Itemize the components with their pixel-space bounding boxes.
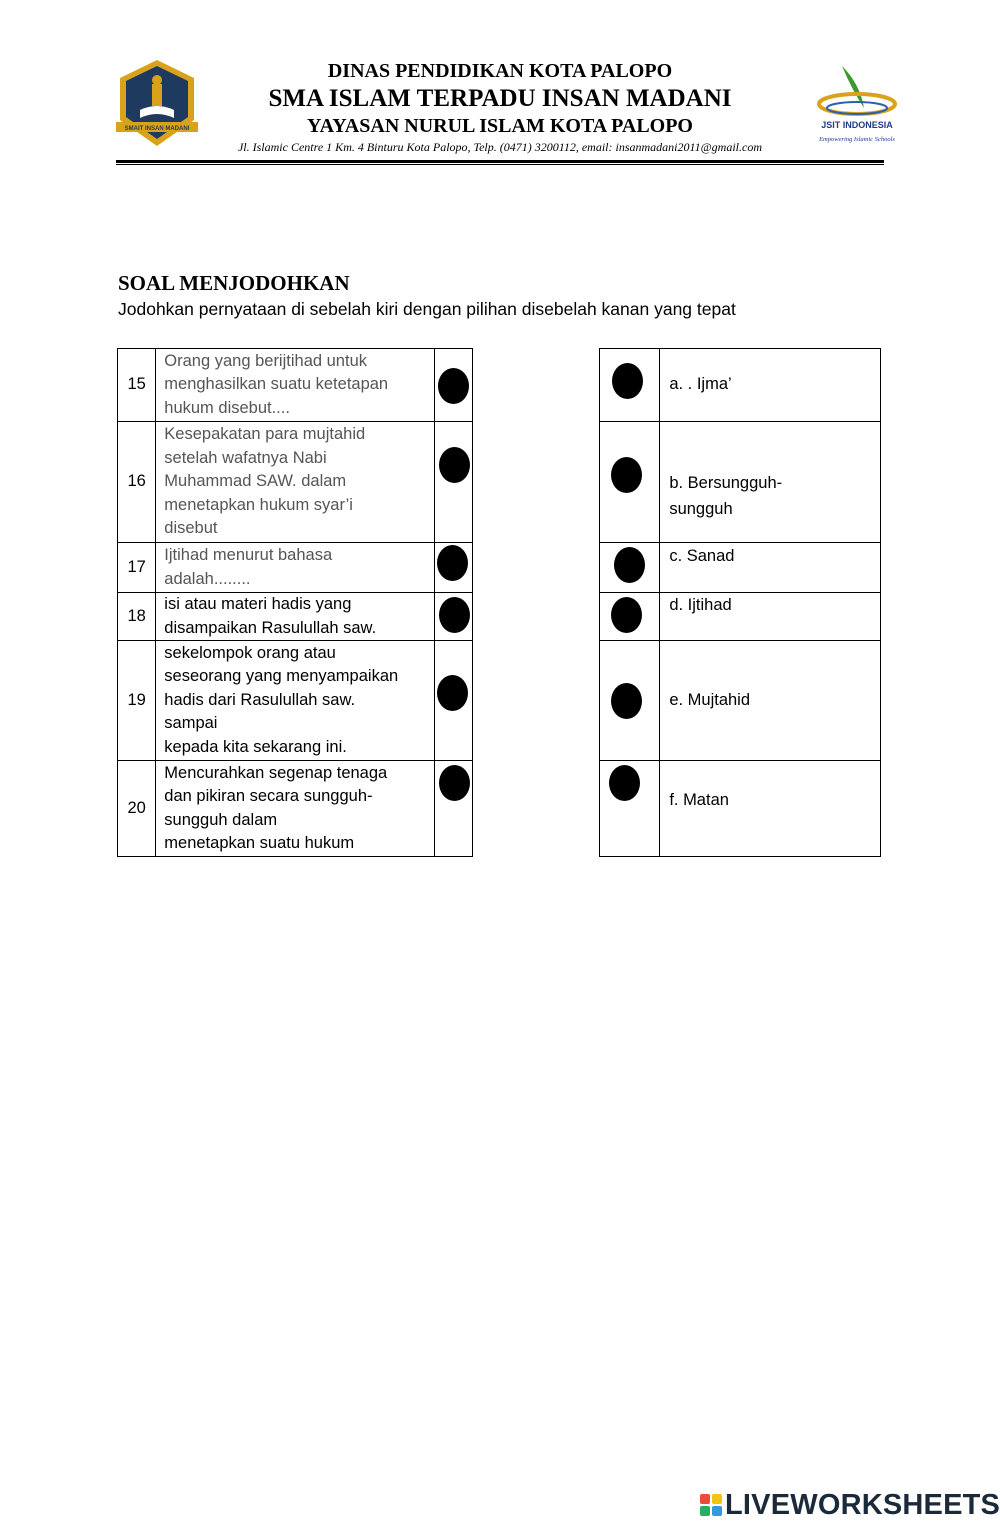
- question-19-connector-dot[interactable]: [437, 675, 468, 711]
- answer-b-connector-dot[interactable]: [611, 457, 642, 493]
- school-logo-text: SMAIT INSAN MADANI: [124, 126, 190, 132]
- question-number: 16: [118, 422, 156, 543]
- liveworksheets-wordmark: LIVEWORKSHEETS: [725, 1488, 1000, 1521]
- answer-text: f. Matan: [660, 761, 881, 857]
- answer-text: c. Sanad: [660, 543, 881, 593]
- question-row-20: [118, 761, 473, 857]
- liveworksheets-icon: [700, 1494, 722, 1516]
- question-15-connector-dot[interactable]: [438, 368, 469, 404]
- question-row-15: [118, 349, 473, 422]
- question-20-connector-dot[interactable]: [439, 765, 470, 801]
- question-16-connector-dot[interactable]: [439, 447, 470, 483]
- worksheet-instruction: Jodohkan pernyataan di sebelah kiri dengan pilihan disebelah kanan yang tepat: [118, 299, 736, 319]
- question-number: 19: [118, 641, 156, 761]
- answer-text: d. Ijtihad: [660, 593, 881, 641]
- answer-e-connector-dot[interactable]: [611, 683, 642, 719]
- question-text: Orang yang berijtihad untuk menghasilkan suatu ketetapan hukum disebut....: [156, 349, 435, 422]
- answers-table: [599, 348, 881, 857]
- question-row-18: [118, 593, 473, 641]
- answer-f-connector-dot[interactable]: [609, 765, 640, 801]
- jsit-logo-title: JSIT INDONESIA: [821, 120, 893, 130]
- answer-text: a. . Ijma’: [660, 349, 881, 422]
- header-address: Jl. Islamic Centre 1 Km. 4 Binturu Kota Palopo, Telp. (0471) 3200112, email: insanmadani2011@gmail.com: [237, 140, 762, 154]
- answer-a-connector-dot[interactable]: [612, 363, 643, 399]
- question-row-17: [118, 543, 473, 593]
- school-logo: [112, 58, 202, 148]
- liveworksheets-brand: [700, 1489, 1000, 1521]
- answer-row-d: [600, 593, 881, 641]
- answer-row-f: [600, 761, 881, 857]
- answer-row-b: [600, 422, 881, 543]
- header-line-2: SMA ISLAM TERPADU INSAN MADANI: [268, 85, 732, 112]
- question-row-19: [118, 641, 473, 761]
- answer-c-connector-dot[interactable]: [614, 547, 645, 583]
- header-line-3: YAYASAN NURUL ISLAM KOTA PALOPO: [306, 115, 693, 137]
- header-line-1: DINAS PENDIDIKAN KOTA PALOPO: [327, 60, 673, 82]
- answer-text: e. Mujtahid: [660, 641, 881, 761]
- answer-d-connector-dot[interactable]: [611, 597, 642, 633]
- worksheet-title: SOAL MENJODOHKAN: [118, 271, 350, 295]
- answer-row-e: [600, 641, 881, 761]
- jsit-logo: [812, 64, 902, 146]
- question-text: sekelompok orang atau seseorang yang menyampaikan hadis dari Rasulullah saw. sampai kepada kita sekarang ini.: [156, 641, 435, 761]
- header-divider-thin: [116, 164, 884, 165]
- question-row-16: [118, 422, 473, 543]
- question-18-connector-dot[interactable]: [439, 597, 470, 633]
- question-text: Kesepakatan para mujtahid setelah wafatnya Nabi Muhammad SAW. dalam menetapkan hukum syar’i disebut: [156, 422, 435, 543]
- answer-text: b. Bersungguh- sungguh: [660, 422, 881, 543]
- question-number: 18: [118, 593, 156, 641]
- question-number: 17: [118, 543, 156, 593]
- question-text: Ijtihad menurut bahasa adalah........: [156, 543, 435, 593]
- question-text: Mencurahkan segenap tenaga dan pikiran secara sungguh- sungguh dalam menetapkan suatu hukum: [156, 761, 435, 857]
- question-text: isi atau materi hadis yang disampaikan Rasulullah saw.: [156, 593, 435, 641]
- jsit-logo-tagline: Empowering Islamic Schools: [819, 136, 895, 143]
- question-number: 15: [118, 349, 156, 422]
- question-number: 20: [118, 761, 156, 857]
- question-17-connector-dot[interactable]: [437, 545, 468, 581]
- questions-table: [117, 348, 473, 857]
- answer-row-c: [600, 543, 881, 593]
- answer-row-a: [600, 349, 881, 422]
- header-divider: [116, 160, 884, 163]
